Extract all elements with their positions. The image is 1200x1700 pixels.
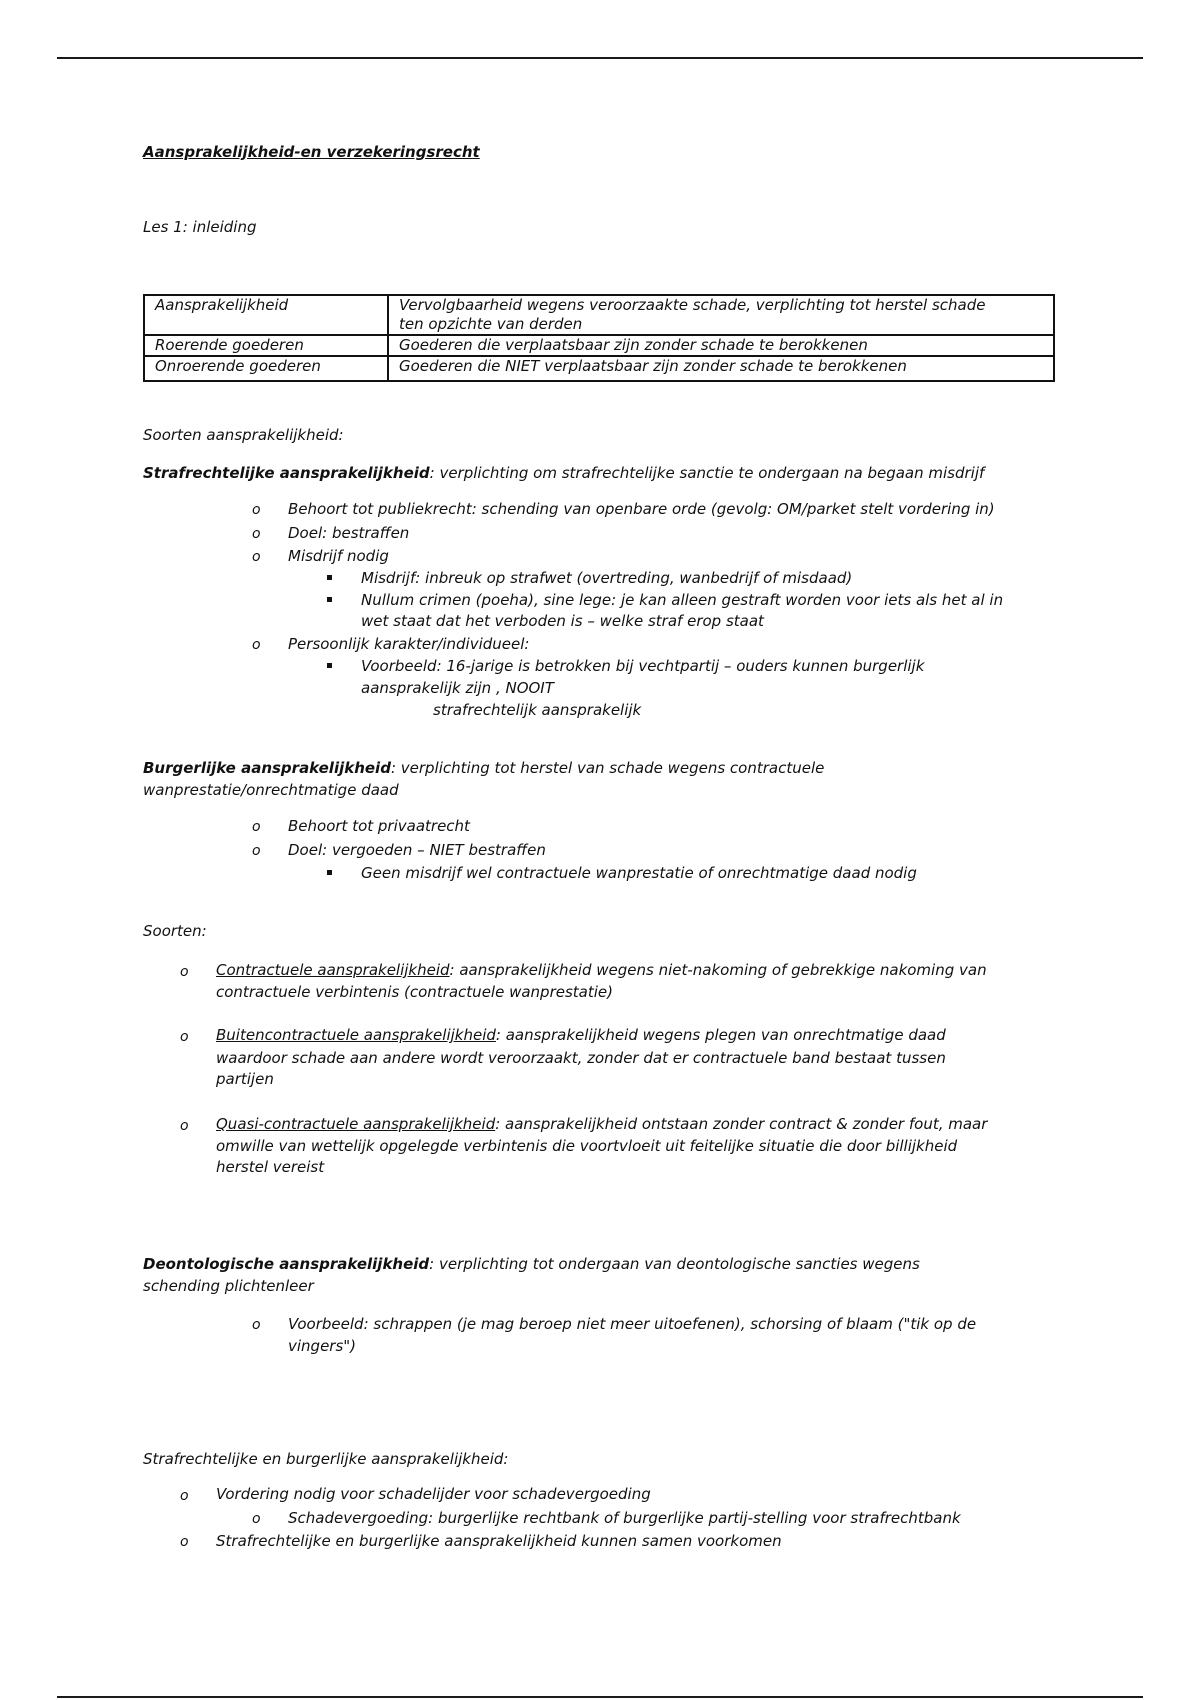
list-item-continuation: vingers") <box>288 1337 357 1355</box>
table-cell-definition: Goederen die verplaatsbaar zijn zonder schade te berokkenen <box>388 335 1054 356</box>
list-item-continuation: strafrechtelijk aansprakelijk <box>433 701 642 719</box>
circle-bullet-icon: o <box>252 502 261 518</box>
table-row <box>144 335 1054 356</box>
circle-bullet-icon: o <box>180 964 189 980</box>
circle-bullet-icon: o <box>180 1118 189 1134</box>
table-row <box>144 356 1054 381</box>
table-cell-term: Aansprakelijkheid <box>144 295 388 335</box>
strafrecht-text: : verplichting om strafrechtelijke sanctie te ondergaan na begaan misdrijf <box>429 464 985 482</box>
square-bullet-icon <box>327 597 332 602</box>
list-item: Vordering nodig voor schadelijder voor schadevergoeding <box>216 1485 651 1503</box>
list-item: Geen misdrijf wel contractuele wanprestatie of onrechtmatige daad nodig <box>361 864 917 882</box>
table-cell-definition <box>388 295 1054 335</box>
list-item-continuation: omwille van wettelijk opgelegde verbintenis die voortvloeit uit feitelijke situatie die door billijkheid <box>216 1137 958 1155</box>
list-item-continuation: partijen <box>216 1070 274 1088</box>
burgerlijk-term: Burgerlijke aansprakelijkheid <box>143 759 391 777</box>
definition-line: Vervolgbaarheid wegens veroorzaakte schade, verplichting tot herstel schade <box>399 296 986 314</box>
circle-bullet-icon: o <box>252 819 261 835</box>
burgerlijk-definition <box>143 757 824 779</box>
list-item: Voorbeeld: 16-jarige is betrokken bij vechtpartij – ouders kunnen burgerlijk <box>361 657 925 675</box>
list-item: Behoort tot privaatrecht <box>288 817 470 835</box>
deonto-term: Deontologische aansprakelijkheid <box>143 1255 430 1273</box>
list-item: Doel: vergoeden – NIET bestraffen <box>288 841 546 859</box>
table-cell-definition: Goederen die NIET verplaatsbaar zijn zonder schade te berokkenen <box>388 356 1054 381</box>
list-item-continuation: wet staat dat het verboden is – welke straf erop staat <box>361 612 764 630</box>
deonto-definition-continuation: schending plichtenleer <box>143 1277 314 1295</box>
list-item-continuation: waardoor schade aan andere wordt veroorzaakt, zonder dat er contractuele band bestaat tussen <box>216 1049 946 1067</box>
list-item: Misdrijf nodig <box>288 547 389 565</box>
circle-bullet-icon: o <box>180 1029 189 1045</box>
contractuele-term: Contractuele aansprakelijkheid <box>216 961 450 979</box>
burgerlijk-definition-continuation: wanprestatie/onrechtmatige daad <box>143 781 399 799</box>
list-item-continuation: contractuele verbintenis (contractuele wanprestatie) <box>216 983 613 1001</box>
circle-bullet-icon: o <box>180 1488 189 1504</box>
deonto-text: : verplichting tot ondergaan van deontologische sancties wegens <box>429 1255 920 1273</box>
list-item: Voorbeeld: schrappen (je mag beroep niet meer uitoefenen), schorsing of blaam ("tik op de <box>288 1315 977 1333</box>
buitencontractuele-term: Buitencontractuele aansprakelijkheid <box>216 1026 496 1044</box>
list-item <box>216 1113 987 1135</box>
list-item: Persoonlijk karakter/individueel: <box>288 635 530 653</box>
list-item: Misdrijf: inbreuk op strafwet (overtreding, wanbedrijf of misdaad) <box>361 569 853 587</box>
circle-bullet-icon: o <box>252 843 261 859</box>
deonto-definition <box>143 1253 920 1275</box>
list-item: Strafrechtelijke en burgerlijke aansprakelijkheid kunnen samen voorkomen <box>216 1532 782 1550</box>
circle-bullet-icon: o <box>180 1534 189 1550</box>
list-item: Schadevergoeding: burgerlijke rechtbank of burgerlijke partij-stelling voor strafrechtbank <box>288 1509 961 1527</box>
table-row <box>144 295 1054 335</box>
table-cell-term: Roerende goederen <box>144 335 388 356</box>
quasi-contractuele-text: : aansprakelijkheid ontstaan zonder contract & zonder fout, maar <box>495 1115 988 1133</box>
list-item: Nullum crimen (poeha), sine lege: je kan alleen gestraft worden voor iets als het al in <box>361 591 1004 609</box>
contractuele-text: : aansprakelijkheid wegens niet-nakoming of gebrekkige nakoming van <box>449 961 987 979</box>
quasi-contractuele-term: Quasi-contractuele aansprakelijkheid <box>216 1115 496 1133</box>
lesson-heading: Les 1: inleiding <box>143 218 257 236</box>
document-title: Aansprakelijkheid-en verzekeringsrecht <box>143 143 480 161</box>
circle-bullet-icon: o <box>252 1511 261 1527</box>
circle-bullet-icon: o <box>252 526 261 542</box>
list-item <box>216 959 987 981</box>
strafrecht-term: Strafrechtelijke aansprakelijkheid <box>143 464 430 482</box>
table-cell-term: Onroerende goederen <box>144 356 388 381</box>
circle-bullet-icon: o <box>252 1317 261 1333</box>
buitencontractuele-text: : aansprakelijkheid wegens plegen van onrechtmatige daad <box>495 1026 946 1044</box>
circle-bullet-icon: o <box>252 637 261 653</box>
header-rule <box>57 57 1143 59</box>
list-item-continuation: herstel vereist <box>216 1158 325 1176</box>
strafrecht-definition <box>143 462 984 484</box>
list-item: Doel: bestraffen <box>288 524 410 542</box>
soorten-heading: Soorten: <box>143 922 207 940</box>
burgerlijk-text: : verplichting tot herstel van schade wegens contractuele <box>390 759 825 777</box>
footer-rule <box>57 1696 1143 1698</box>
square-bullet-icon <box>327 663 332 668</box>
list-item <box>216 1024 946 1046</box>
types-heading: Soorten aansprakelijkheid: <box>143 426 344 444</box>
square-bullet-icon <box>327 870 332 875</box>
circle-bullet-icon: o <box>252 549 261 565</box>
list-item-continuation: aansprakelijk zijn , NOOIT <box>361 679 554 697</box>
square-bullet-icon <box>327 575 332 580</box>
list-item: Behoort tot publiekrecht: schending van openbare orde (gevolg: OM/parket stelt vordering in) <box>288 500 995 518</box>
combo-heading: Strafrechtelijke en burgerlijke aansprakelijkheid: <box>143 1450 509 1468</box>
definitions-table <box>143 294 1055 382</box>
definition-line: ten opzichte van derden <box>399 315 583 333</box>
